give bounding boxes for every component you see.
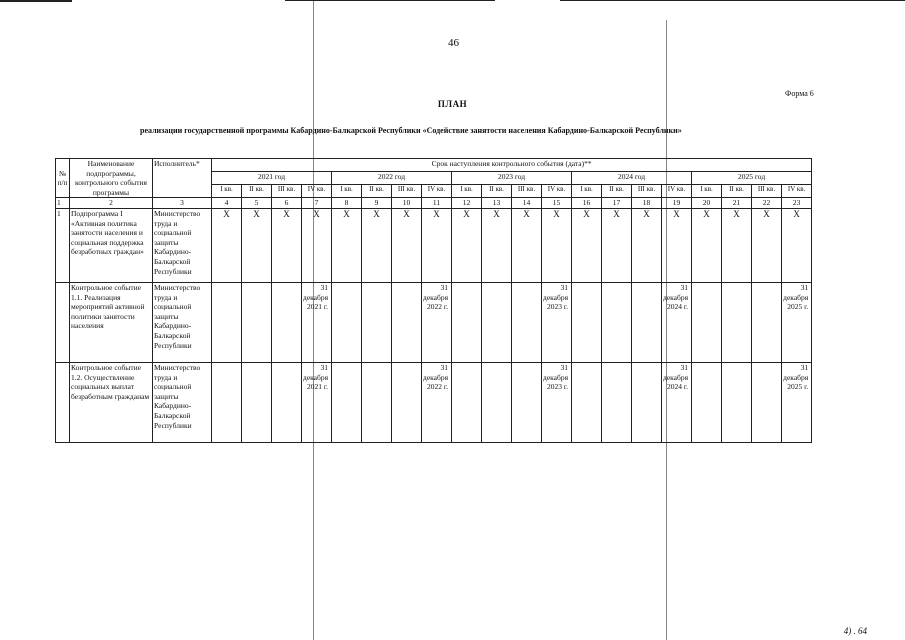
header-num: № п/п [56,159,70,198]
column-number: 14 [512,198,542,209]
corner-handwritten-mark: 4) . 64 [843,626,867,636]
row-name: Контрольное событие 1.1. Реализация мероприятий активной политики занятости населения [70,282,153,362]
column-number: 12 [452,198,482,209]
cell-date: 31 декабря 2025 г. [782,282,812,362]
cell-x: X [542,208,572,282]
header-quarter: II кв. [242,185,272,198]
column-number: 13 [482,198,512,209]
cell-empty [242,362,272,442]
cell-empty [212,362,242,442]
table-row [56,362,812,442]
cell-empty [482,362,512,442]
column-number: 7 [302,198,332,209]
cell-x: X [302,208,332,282]
page-number: 46 [448,37,459,49]
cell-empty [452,362,482,442]
column-number: 4 [212,198,242,209]
header-quarter: IV кв. [302,185,332,198]
row-executor: Министерство труда и социальной защиты Кабардино-Балкарской Республики [153,208,212,282]
cell-x: X [482,208,512,282]
row-name: Подпрограмма I «Активная политика занятости населения и социальная поддержка безработных граждан» [70,208,153,282]
header-quarter: II кв. [602,185,632,198]
cell-empty [512,282,542,362]
cell-empty [752,282,782,362]
cell-empty [572,362,602,442]
scan-line-top-right [560,0,905,1]
cell-date: 31 декабря 2021 г. [302,362,332,442]
cell-empty [212,282,242,362]
column-number: 22 [752,198,782,209]
cell-date: 31 декабря 2022 г. [422,282,452,362]
cell-empty [632,362,662,442]
column-number: 17 [602,198,632,209]
cell-empty [572,282,602,362]
cell-date: 31 декабря 2024 г. [662,362,692,442]
cell-x: X [572,208,602,282]
cell-empty [452,282,482,362]
cell-empty [332,362,362,442]
table-row [56,208,812,282]
header-quarter: I кв. [332,185,362,198]
column-number: 15 [542,198,572,209]
cell-x: X [392,208,422,282]
column-number: 16 [572,198,602,209]
cell-empty [272,362,302,442]
row-executor: Министерство труда и социальной защиты Кабардино-Балкарской Республики [153,362,212,442]
column-number: 1 [56,198,70,209]
cell-date: 31 декабря 2025 г. [782,362,812,442]
cell-empty [482,282,512,362]
cell-x: X [212,208,242,282]
header-quarter: III кв. [392,185,422,198]
form-label: Форма 6 [785,89,814,98]
header-year: 2022 год [332,172,452,185]
cell-empty [602,282,632,362]
header-quarter: II кв. [722,185,752,198]
cell-x: X [782,208,812,282]
column-number: 21 [722,198,752,209]
row-number [56,362,70,442]
cell-empty [242,282,272,362]
cell-x: X [692,208,722,282]
scan-line-top-left [0,0,72,2]
column-number: 5 [242,198,272,209]
column-number: 3 [153,198,212,209]
cell-empty [392,362,422,442]
header-quarter: III кв. [512,185,542,198]
header-quarter: III кв. [632,185,662,198]
cell-empty [692,282,722,362]
header-year: 2024 год [572,172,692,185]
header-quarter: I кв. [212,185,242,198]
cell-empty [512,362,542,442]
cell-date: 31 декабря 2021 г. [302,282,332,362]
header-quarter: II кв. [482,185,512,198]
cell-empty [362,362,392,442]
header-deadline: Срок наступления контрольного события (дата)** [212,159,812,172]
header-quarter: IV кв. [662,185,692,198]
column-number: 8 [332,198,362,209]
header-year: 2025 год [692,172,812,185]
cell-empty [632,282,662,362]
cell-empty [692,362,722,442]
column-number: 18 [632,198,662,209]
cell-date: 31 декабря 2023 г. [542,362,572,442]
document-title: ПЛАН [437,99,468,109]
column-number: 2 [70,198,153,209]
cell-empty [722,282,752,362]
cell-x: X [272,208,302,282]
header-executor: Исполнитель* [153,159,212,198]
cell-x: X [512,208,542,282]
cell-empty [332,282,362,362]
header-quarter: IV кв. [422,185,452,198]
column-number: 10 [392,198,422,209]
cell-empty [752,362,782,442]
header-name: Наименование подпрограммы, контрольного события программы [70,159,153,198]
row-number: 1 [56,208,70,282]
cell-empty [272,282,302,362]
column-number: 11 [422,198,452,209]
header-quarter: I кв. [572,185,602,198]
header-year: 2023 год [452,172,572,185]
header-row-1 [56,159,812,172]
header-row-numbers [56,198,812,209]
cell-empty [602,362,632,442]
column-number: 6 [272,198,302,209]
cell-x: X [332,208,362,282]
cell-date: 31 декабря 2024 г. [662,282,692,362]
cell-empty [722,362,752,442]
header-quarter: III кв. [272,185,302,198]
cell-empty [392,282,422,362]
header-quarter: IV кв. [542,185,572,198]
cell-date: 31 декабря 2022 г. [422,362,452,442]
cell-x: X [602,208,632,282]
column-number: 19 [662,198,692,209]
cell-x: X [362,208,392,282]
cell-x: X [422,208,452,282]
cell-x: X [632,208,662,282]
table-row [56,282,812,362]
cell-x: X [452,208,482,282]
cell-empty [362,282,392,362]
row-executor: Министерство труда и социальной защиты Кабардино-Балкарской Республики [153,282,212,362]
column-number: 9 [362,198,392,209]
header-quarter: III кв. [752,185,782,198]
header-quarter: II кв. [362,185,392,198]
header-quarter: I кв. [692,185,722,198]
cell-x: X [752,208,782,282]
document-subtitle: реализации государственной программы Кабардино-Балкарской Республики «Содействие занятости населения Кабардино-Балкарской Республики» [140,126,682,135]
cell-x: X [242,208,272,282]
header-quarter: IV кв. [782,185,812,198]
row-number [56,282,70,362]
header-year: 2021 год [212,172,332,185]
plan-table [55,158,812,443]
cell-x: X [662,208,692,282]
header-quarter: I кв. [452,185,482,198]
row-name: Контрольное событие 1.2. Осуществление социальных выплат безработным гражданам [70,362,153,442]
cell-x: X [722,208,752,282]
scan-line-top-mid [285,0,495,1]
column-number: 23 [782,198,812,209]
cell-date: 31 декабря 2023 г. [542,282,572,362]
column-number: 20 [692,198,722,209]
